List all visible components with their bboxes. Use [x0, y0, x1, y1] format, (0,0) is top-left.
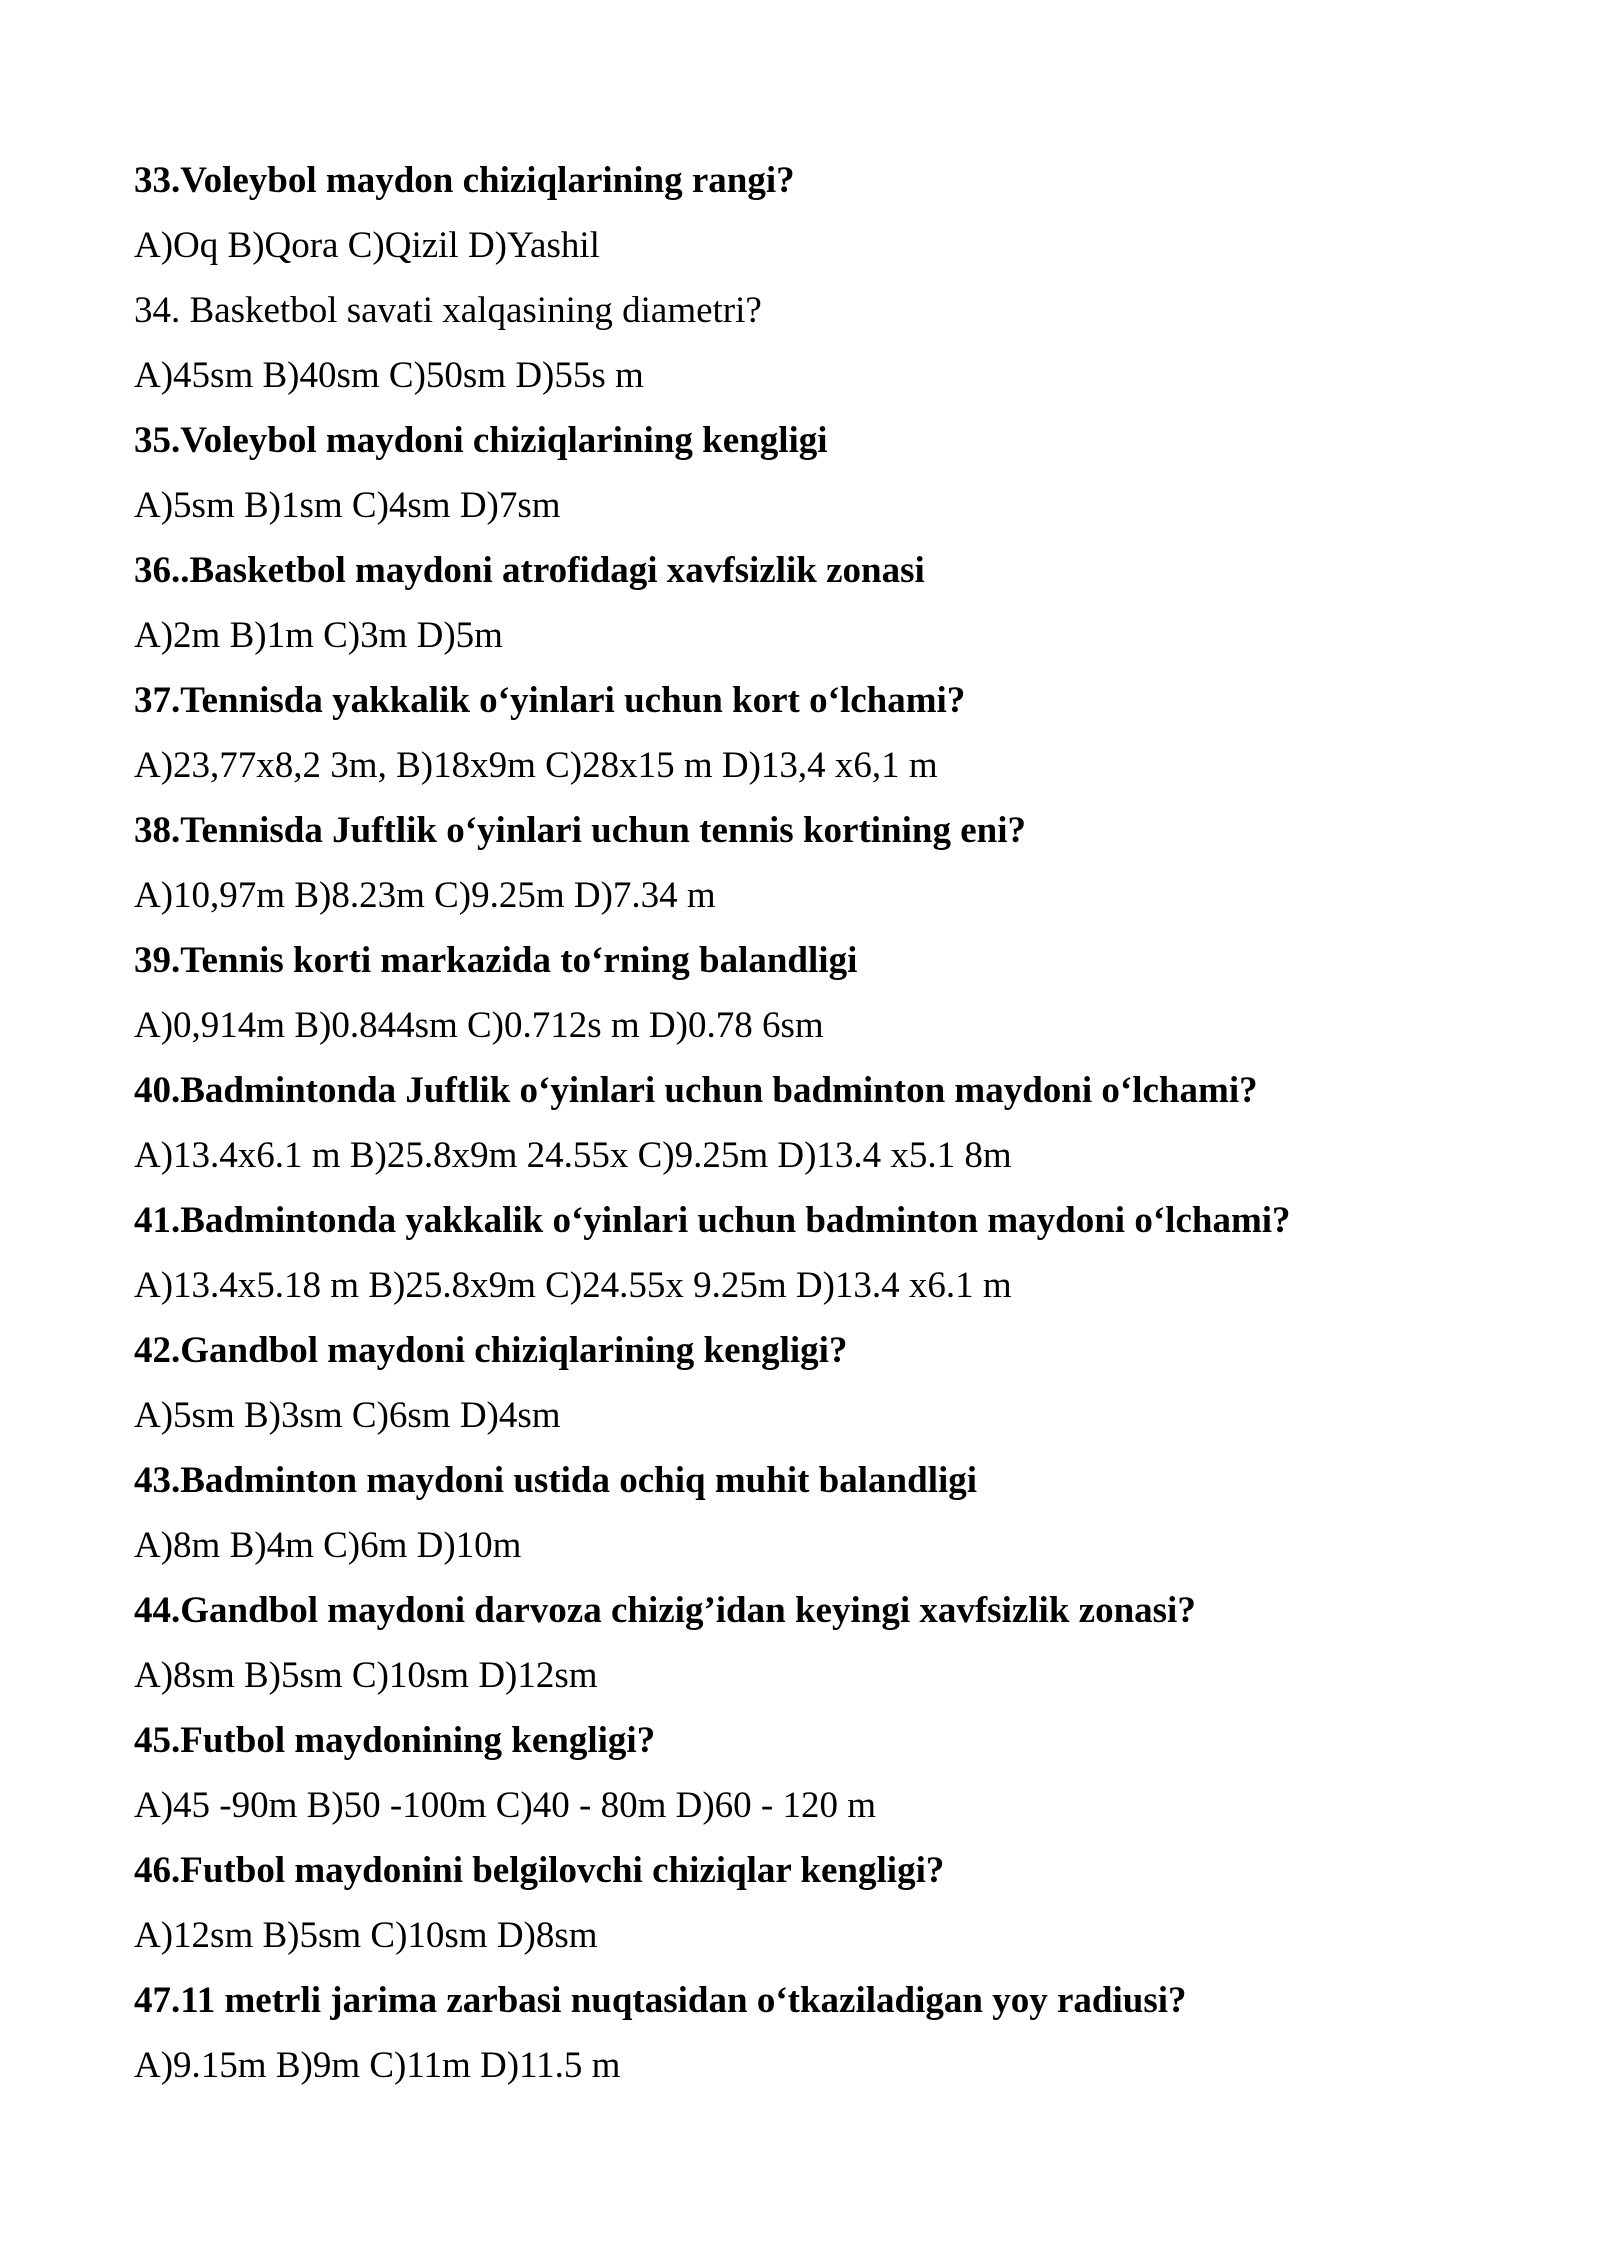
question-36: 36..Basketbol maydoni atrofidagi xavfsizlik zonasi — [134, 550, 925, 591]
question-41: 41.Badmintonda yakkalik o‘yinlari uchun badminton maydoni o‘lchami? — [134, 1200, 1291, 1241]
answers-41: A)13.4x5.18 m B)25.8x9m C)24.55x 9.25m D)13.4 x6.1 m — [134, 1265, 1012, 1306]
answers-38: A)10,97m B)8.23m C)9.25m D)7.34 m — [134, 875, 716, 916]
question-34: 34. Basketbol savati xalqasining diametri? — [134, 290, 762, 331]
question-33: 33.Voleybol maydon chiziqlarining rangi? — [134, 160, 795, 201]
answers-44: A)8sm B)5sm C)10sm D)12sm — [134, 1655, 598, 1696]
question-38: 38.Tennisda Juftlik o‘yinlari uchun tennis kortining eni? — [134, 810, 1027, 851]
question-44: 44.Gandbol maydoni darvoza chizig’idan keyingi xavfsizlik zonasi? — [134, 1590, 1196, 1631]
answers-46: A)12sm B)5sm C)10sm D)8sm — [134, 1915, 598, 1956]
answers-34: A)45sm B)40sm C)50sm D)55s m — [134, 355, 644, 396]
answers-43: A)8m B)4m C)6m D)10m — [134, 1525, 522, 1566]
question-39: 39.Tennis korti markazida to‘rning balandligi — [134, 940, 858, 981]
answers-40: A)13.4x6.1 m B)25.8x9m 24.55x C)9.25m D)13.4 x5.1 8m — [134, 1135, 1012, 1176]
question-45: 45.Futbol maydonining kengligi? — [134, 1720, 656, 1761]
question-37: 37.Tennisda yakkalik o‘yinlari uchun kort o‘lchami? — [134, 680, 966, 721]
answers-39: A)0,914m B)0.844sm C)0.712s m D)0.78 6sm — [134, 1005, 824, 1046]
question-43: 43.Badminton maydoni ustida ochiq muhit balandligi — [134, 1460, 978, 1501]
question-40: 40.Badmintonda Juftlik o‘yinlari uchun badminton maydoni o‘lchami? — [134, 1070, 1258, 1111]
question-47: 47.11 metrli jarima zarbasi nuqtasidan o‘tkaziladigan yoy radiusi? — [134, 1980, 1187, 2021]
answers-36: A)2m B)1m C)3m D)5m — [134, 615, 503, 656]
question-list — [134, 148, 1514, 2098]
question-46: 46.Futbol maydonini belgilovchi chiziqlar kengligi? — [134, 1850, 945, 1891]
answers-37: A)23,77x8,2 3m, B)18x9m C)28x15 m D)13,4 x6,1 m — [134, 745, 938, 786]
question-42: 42.Gandbol maydoni chiziqlarining kengligi? — [134, 1330, 848, 1371]
answers-33: A)Oq B)Qora C)Qizil D)Yashil — [134, 225, 600, 266]
answers-42: A)5sm B)3sm C)6sm D)4sm — [134, 1395, 561, 1436]
answers-35: A)5sm B)1sm C)4sm D)7sm — [134, 485, 561, 526]
answers-47: A)9.15m B)9m C)11m D)11.5 m — [134, 2045, 621, 2086]
question-35: 35.Voleybol maydoni chiziqlarining kengligi — [134, 420, 828, 461]
answers-45: A)45 -90m B)50 -100m C)40 - 80m D)60 - 120 m — [134, 1785, 876, 1826]
